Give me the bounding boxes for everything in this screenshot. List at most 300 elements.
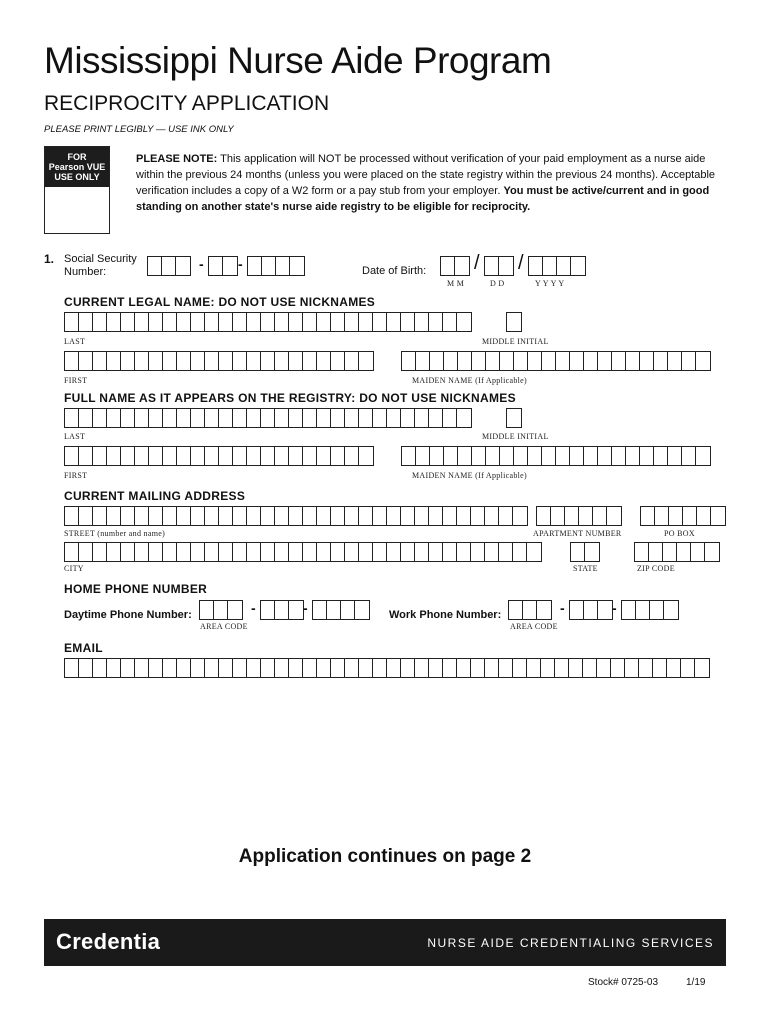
char-box[interactable] <box>177 659 191 677</box>
char-box[interactable] <box>275 313 289 331</box>
char-box[interactable] <box>191 409 205 427</box>
char-box[interactable] <box>551 507 565 525</box>
char-box[interactable] <box>359 659 373 677</box>
char-box[interactable] <box>514 447 528 465</box>
char-box[interactable] <box>261 352 275 370</box>
char-box[interactable] <box>593 507 607 525</box>
char-box[interactable] <box>611 659 625 677</box>
char-box[interactable] <box>149 543 163 561</box>
char-box[interactable] <box>622 601 636 619</box>
char-box[interactable] <box>402 352 416 370</box>
char-box[interactable] <box>121 447 135 465</box>
char-box[interactable] <box>691 543 705 561</box>
char-box[interactable] <box>695 659 709 677</box>
char-box[interactable] <box>93 507 107 525</box>
char-box[interactable] <box>79 543 93 561</box>
char-box[interactable] <box>359 507 373 525</box>
char-box[interactable] <box>485 543 499 561</box>
char-box[interactable] <box>523 601 537 619</box>
char-box[interactable] <box>275 543 289 561</box>
registry-middle-initial-field[interactable] <box>506 408 522 428</box>
char-box[interactable] <box>507 313 521 331</box>
current-maiden-name-field[interactable] <box>401 351 711 371</box>
char-box[interactable] <box>261 543 275 561</box>
char-box[interactable] <box>430 447 444 465</box>
char-box[interactable] <box>387 659 401 677</box>
char-box[interactable] <box>513 543 527 561</box>
char-box[interactable] <box>149 352 163 370</box>
char-box[interactable] <box>542 352 556 370</box>
char-box[interactable] <box>373 543 387 561</box>
ssn-part1-field[interactable] <box>147 256 191 276</box>
apartment-number-field[interactable] <box>536 506 622 526</box>
registry-maiden-name-field[interactable] <box>401 446 711 466</box>
char-box[interactable] <box>401 507 415 525</box>
char-box[interactable] <box>275 352 289 370</box>
char-box[interactable] <box>485 659 499 677</box>
char-box[interactable] <box>247 352 261 370</box>
registry-first-name-field[interactable] <box>64 446 374 466</box>
char-box[interactable] <box>247 313 261 331</box>
char-box[interactable] <box>359 543 373 561</box>
char-box[interactable] <box>556 447 570 465</box>
char-box[interactable] <box>528 352 542 370</box>
char-box[interactable] <box>570 601 584 619</box>
char-box[interactable] <box>289 507 303 525</box>
zip-code-field[interactable] <box>634 542 720 562</box>
char-box[interactable] <box>649 543 663 561</box>
char-box[interactable] <box>107 543 121 561</box>
char-box[interactable] <box>261 659 275 677</box>
char-box[interactable] <box>107 352 121 370</box>
char-box[interactable] <box>598 601 612 619</box>
char-box[interactable] <box>107 313 121 331</box>
char-box[interactable] <box>373 313 387 331</box>
char-box[interactable] <box>373 409 387 427</box>
char-box[interactable] <box>443 543 457 561</box>
char-box[interactable] <box>163 543 177 561</box>
char-box[interactable] <box>107 409 121 427</box>
char-box[interactable] <box>443 409 457 427</box>
char-box[interactable] <box>345 659 359 677</box>
work-prefix-field[interactable] <box>569 600 613 620</box>
char-box[interactable] <box>275 507 289 525</box>
char-box[interactable] <box>247 507 261 525</box>
char-box[interactable] <box>345 507 359 525</box>
char-box[interactable] <box>663 543 677 561</box>
char-box[interactable] <box>527 543 541 561</box>
char-box[interactable] <box>416 447 430 465</box>
current-first-name-field[interactable] <box>64 351 374 371</box>
char-box[interactable] <box>303 507 317 525</box>
char-box[interactable] <box>682 352 696 370</box>
char-box[interactable] <box>513 507 527 525</box>
char-box[interactable] <box>499 257 513 275</box>
char-box[interactable] <box>93 409 107 427</box>
char-box[interactable] <box>228 601 242 619</box>
char-box[interactable] <box>65 352 79 370</box>
char-box[interactable] <box>626 447 640 465</box>
char-box[interactable] <box>303 409 317 427</box>
char-box[interactable] <box>331 352 345 370</box>
char-box[interactable] <box>219 543 233 561</box>
char-box[interactable] <box>79 313 93 331</box>
char-box[interactable] <box>585 543 599 561</box>
char-box[interactable] <box>607 507 621 525</box>
char-box[interactable] <box>529 257 543 275</box>
char-box[interactable] <box>639 659 653 677</box>
char-box[interactable] <box>177 543 191 561</box>
char-box[interactable] <box>669 507 683 525</box>
char-box[interactable] <box>93 659 107 677</box>
char-box[interactable] <box>640 447 654 465</box>
char-box[interactable] <box>429 543 443 561</box>
char-box[interactable] <box>65 447 79 465</box>
char-box[interactable] <box>571 543 585 561</box>
char-box[interactable] <box>359 313 373 331</box>
char-box[interactable] <box>317 447 331 465</box>
char-box[interactable] <box>472 447 486 465</box>
char-box[interactable] <box>275 447 289 465</box>
char-box[interactable] <box>683 507 697 525</box>
char-box[interactable] <box>191 313 205 331</box>
char-box[interactable] <box>177 313 191 331</box>
char-box[interactable] <box>214 601 228 619</box>
char-box[interactable] <box>303 659 317 677</box>
char-box[interactable] <box>135 409 149 427</box>
char-box[interactable] <box>317 507 331 525</box>
char-box[interactable] <box>233 313 247 331</box>
char-box[interactable] <box>303 447 317 465</box>
char-box[interactable] <box>163 352 177 370</box>
char-box[interactable] <box>471 507 485 525</box>
dob-month-field[interactable] <box>440 256 470 276</box>
char-box[interactable] <box>415 409 429 427</box>
char-box[interactable] <box>387 543 401 561</box>
char-box[interactable] <box>499 543 513 561</box>
char-box[interactable] <box>276 257 290 275</box>
email-field[interactable] <box>64 658 710 678</box>
char-box[interactable] <box>65 659 79 677</box>
char-box[interactable] <box>598 352 612 370</box>
char-box[interactable] <box>79 659 93 677</box>
char-box[interactable] <box>135 447 149 465</box>
char-box[interactable] <box>79 507 93 525</box>
char-box[interactable] <box>458 352 472 370</box>
char-box[interactable] <box>149 447 163 465</box>
char-box[interactable] <box>261 313 275 331</box>
char-box[interactable] <box>261 507 275 525</box>
char-box[interactable] <box>485 257 499 275</box>
char-box[interactable] <box>163 313 177 331</box>
char-box[interactable] <box>636 601 650 619</box>
char-box[interactable] <box>248 257 262 275</box>
char-box[interactable] <box>668 352 682 370</box>
char-box[interactable] <box>176 257 190 275</box>
char-box[interactable] <box>149 659 163 677</box>
char-box[interactable] <box>597 659 611 677</box>
char-box[interactable] <box>401 409 415 427</box>
char-box[interactable] <box>93 313 107 331</box>
char-box[interactable] <box>289 447 303 465</box>
char-box[interactable] <box>528 447 542 465</box>
char-box[interactable] <box>570 447 584 465</box>
char-box[interactable] <box>537 507 551 525</box>
char-box[interactable] <box>331 659 345 677</box>
char-box[interactable] <box>331 447 345 465</box>
char-box[interactable] <box>509 601 523 619</box>
char-box[interactable] <box>93 543 107 561</box>
char-box[interactable] <box>79 352 93 370</box>
char-box[interactable] <box>359 409 373 427</box>
char-box[interactable] <box>486 447 500 465</box>
char-box[interactable] <box>191 507 205 525</box>
char-box[interactable] <box>654 447 668 465</box>
char-box[interactable] <box>135 352 149 370</box>
char-box[interactable] <box>626 352 640 370</box>
char-box[interactable] <box>317 543 331 561</box>
char-box[interactable] <box>570 352 584 370</box>
char-box[interactable] <box>149 409 163 427</box>
char-box[interactable] <box>219 352 233 370</box>
char-box[interactable] <box>542 447 556 465</box>
char-box[interactable] <box>219 409 233 427</box>
char-box[interactable] <box>682 447 696 465</box>
char-box[interactable] <box>191 352 205 370</box>
char-box[interactable] <box>584 601 598 619</box>
char-box[interactable] <box>415 543 429 561</box>
char-box[interactable] <box>205 447 219 465</box>
char-box[interactable] <box>472 352 486 370</box>
char-box[interactable] <box>219 313 233 331</box>
char-box[interactable] <box>640 352 654 370</box>
char-box[interactable] <box>289 313 303 331</box>
daytime-prefix-field[interactable] <box>260 600 304 620</box>
char-box[interactable] <box>457 543 471 561</box>
char-box[interactable] <box>415 659 429 677</box>
char-box[interactable] <box>303 352 317 370</box>
work-line-field[interactable] <box>621 600 679 620</box>
char-box[interactable] <box>556 352 570 370</box>
char-box[interactable] <box>121 659 135 677</box>
char-box[interactable] <box>579 507 593 525</box>
char-box[interactable] <box>121 409 135 427</box>
char-box[interactable] <box>625 659 639 677</box>
char-box[interactable] <box>135 659 149 677</box>
char-box[interactable] <box>121 352 135 370</box>
char-box[interactable] <box>313 601 327 619</box>
char-box[interactable] <box>654 352 668 370</box>
char-box[interactable] <box>416 352 430 370</box>
char-box[interactable] <box>303 313 317 331</box>
registry-last-name-field[interactable] <box>64 408 472 428</box>
char-box[interactable] <box>471 659 485 677</box>
char-box[interactable] <box>149 507 163 525</box>
char-box[interactable] <box>205 352 219 370</box>
char-box[interactable] <box>345 313 359 331</box>
char-box[interactable] <box>513 659 527 677</box>
char-box[interactable] <box>290 257 304 275</box>
char-box[interactable] <box>415 313 429 331</box>
char-box[interactable] <box>341 601 355 619</box>
char-box[interactable] <box>705 543 719 561</box>
daytime-area-code-field[interactable] <box>199 600 243 620</box>
char-box[interactable] <box>557 257 571 275</box>
street-field[interactable] <box>64 506 528 526</box>
char-box[interactable] <box>455 257 469 275</box>
char-box[interactable] <box>541 659 555 677</box>
char-box[interactable] <box>289 409 303 427</box>
char-box[interactable] <box>317 352 331 370</box>
char-box[interactable] <box>555 659 569 677</box>
char-box[interactable] <box>262 257 276 275</box>
char-box[interactable] <box>233 507 247 525</box>
char-box[interactable] <box>373 507 387 525</box>
dob-year-field[interactable] <box>528 256 586 276</box>
char-box[interactable] <box>681 659 695 677</box>
daytime-line-field[interactable] <box>312 600 370 620</box>
char-box[interactable] <box>275 601 289 619</box>
char-box[interactable] <box>205 659 219 677</box>
char-box[interactable] <box>565 507 579 525</box>
char-box[interactable] <box>317 313 331 331</box>
char-box[interactable] <box>219 507 233 525</box>
char-box[interactable] <box>444 447 458 465</box>
char-box[interactable] <box>650 601 664 619</box>
ssn-part3-field[interactable] <box>247 256 305 276</box>
char-box[interactable] <box>499 659 513 677</box>
char-box[interactable] <box>696 352 710 370</box>
char-box[interactable] <box>696 447 710 465</box>
char-box[interactable] <box>387 313 401 331</box>
char-box[interactable] <box>331 543 345 561</box>
char-box[interactable] <box>261 601 275 619</box>
char-box[interactable] <box>177 409 191 427</box>
work-area-code-field[interactable] <box>508 600 552 620</box>
char-box[interactable] <box>177 507 191 525</box>
char-box[interactable] <box>135 313 149 331</box>
char-box[interactable] <box>107 659 121 677</box>
char-box[interactable] <box>486 352 500 370</box>
char-box[interactable] <box>200 601 214 619</box>
char-box[interactable] <box>233 409 247 427</box>
char-box[interactable] <box>233 659 247 677</box>
char-box[interactable] <box>457 313 471 331</box>
char-box[interactable] <box>177 352 191 370</box>
char-box[interactable] <box>331 313 345 331</box>
char-box[interactable] <box>441 257 455 275</box>
char-box[interactable] <box>223 257 237 275</box>
char-box[interactable] <box>345 352 359 370</box>
char-box[interactable] <box>429 659 443 677</box>
char-box[interactable] <box>233 543 247 561</box>
char-box[interactable] <box>261 409 275 427</box>
char-box[interactable] <box>655 507 669 525</box>
char-box[interactable] <box>430 352 444 370</box>
char-box[interactable] <box>303 543 317 561</box>
char-box[interactable] <box>507 409 521 427</box>
char-box[interactable] <box>612 352 626 370</box>
char-box[interactable] <box>233 352 247 370</box>
char-box[interactable] <box>677 543 691 561</box>
char-box[interactable] <box>247 659 261 677</box>
char-box[interactable] <box>373 659 387 677</box>
char-box[interactable] <box>107 507 121 525</box>
ssn-part2-field[interactable] <box>208 256 238 276</box>
char-box[interactable] <box>289 543 303 561</box>
char-box[interactable] <box>355 601 369 619</box>
char-box[interactable] <box>247 543 261 561</box>
char-box[interactable] <box>149 313 163 331</box>
char-box[interactable] <box>209 257 223 275</box>
char-box[interactable] <box>612 447 626 465</box>
char-box[interactable] <box>443 659 457 677</box>
char-box[interactable] <box>401 313 415 331</box>
char-box[interactable] <box>107 447 121 465</box>
char-box[interactable] <box>331 507 345 525</box>
state-field[interactable] <box>570 542 600 562</box>
char-box[interactable] <box>571 257 585 275</box>
char-box[interactable] <box>697 507 711 525</box>
char-box[interactable] <box>79 447 93 465</box>
char-box[interactable] <box>711 507 725 525</box>
po-box-field[interactable] <box>640 506 726 526</box>
char-box[interactable] <box>163 659 177 677</box>
char-box[interactable] <box>429 313 443 331</box>
char-box[interactable] <box>163 447 177 465</box>
char-box[interactable] <box>584 352 598 370</box>
char-box[interactable] <box>584 447 598 465</box>
char-box[interactable] <box>443 313 457 331</box>
char-box[interactable] <box>457 659 471 677</box>
char-box[interactable] <box>444 352 458 370</box>
char-box[interactable] <box>583 659 597 677</box>
char-box[interactable] <box>641 507 655 525</box>
char-box[interactable] <box>457 409 471 427</box>
char-box[interactable] <box>219 659 233 677</box>
char-box[interactable] <box>275 409 289 427</box>
char-box[interactable] <box>485 507 499 525</box>
char-box[interactable] <box>191 447 205 465</box>
char-box[interactable] <box>205 409 219 427</box>
char-box[interactable] <box>65 507 79 525</box>
char-box[interactable] <box>289 659 303 677</box>
char-box[interactable] <box>514 352 528 370</box>
char-box[interactable] <box>148 257 162 275</box>
char-box[interactable] <box>205 313 219 331</box>
char-box[interactable] <box>443 507 457 525</box>
char-box[interactable] <box>233 447 247 465</box>
char-box[interactable] <box>191 659 205 677</box>
char-box[interactable] <box>327 601 341 619</box>
char-box[interactable] <box>345 409 359 427</box>
char-box[interactable] <box>289 601 303 619</box>
city-field[interactable] <box>64 542 542 562</box>
char-box[interactable] <box>331 409 345 427</box>
char-box[interactable] <box>471 543 485 561</box>
char-box[interactable] <box>401 659 415 677</box>
char-box[interactable] <box>275 659 289 677</box>
char-box[interactable] <box>635 543 649 561</box>
char-box[interactable] <box>537 601 551 619</box>
char-box[interactable] <box>457 507 471 525</box>
char-box[interactable] <box>387 507 401 525</box>
char-box[interactable] <box>121 543 135 561</box>
char-box[interactable] <box>401 543 415 561</box>
char-box[interactable] <box>289 352 303 370</box>
char-box[interactable] <box>65 313 79 331</box>
char-box[interactable] <box>317 409 331 427</box>
